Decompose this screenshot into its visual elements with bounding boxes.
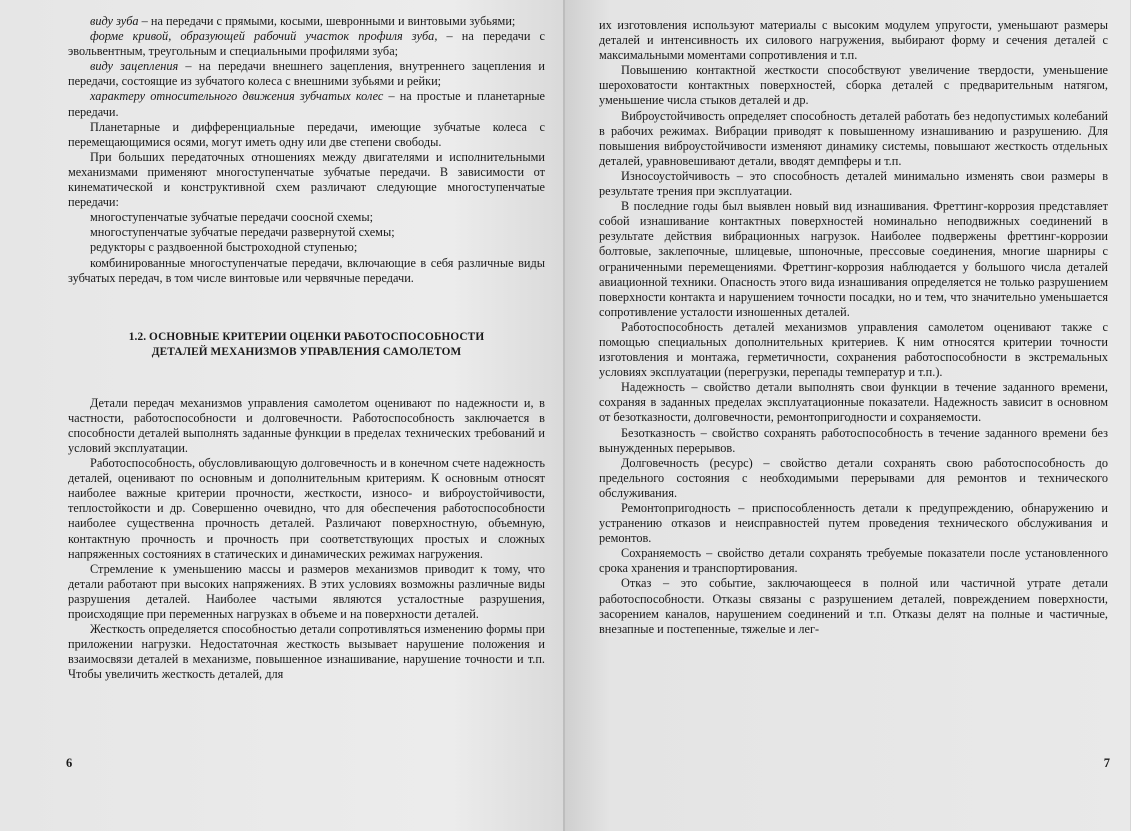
paragraph: Износоустойчивость – это способность деталей минимально изменять свои размеры в результате трения при эксплуатации. [599,168,1108,199]
paragraph: Стремление к уменьшению массы и размеров механизмов приводит к тому, что детали работают при высоких напряжениях. В этих условиях возможны различные виды разрушения деталей. Наиболее частыми являются усталостные разрушения, происходящие при переменных нагрузках в объеме и на поверхности деталей. [68,561,545,621]
right-body [599,18,1108,637]
italic-term: виду зацепления [90,59,179,74]
paragraph: Жесткость определяется способностью детали сопротивляться изменению формы при приложении нагрузки. Недостаточная жесткость вызывает нарушение положения и взаимосвязи деталей в механизме, повышенное изнашивание, нарушение точности и т.п. Чтобы увеличить жесткость деталей, для [68,622,545,682]
page-number-left: 6 [66,756,73,770]
paragraph-text: Планетарные и дифференциальные передачи, имеющие зубчатые колеса с перемещающимися осями, могут иметь одну или две степени свободы. [68,119,545,149]
paragraph [68,14,545,29]
paragraph-text: редукторы с раздвоенной быстроходной ступенью; [90,240,358,255]
paragraph: Надежность – свойство детали выполнять свои функции в течение заданного времени, сохраняя в заданных пределах эксплуатационные показатели. Надежность зависит в основном от безотказности, долговечности, ремонтопригодности и сохраняемости. [599,380,1108,425]
italic-term: виду зуба [90,14,139,28]
paragraph-text: – на передачи внешнего зацепления, внутреннего зацепления и передачи, состоящие из зубчатого колеса с внешними зубьями и рейки; [68,59,545,89]
paragraph [68,59,545,89]
paragraph: их изготовления используют материалы с высоким модулем упругости, уменьшают размеры деталей и интенсивность их силового нагружения, выбирают форму и сечения деталей с максимальными моментами сопротивления и т.п. [599,18,1108,63]
paragraph: Детали передач механизмов управления самолетом оценивают по надежности и, в частности, работоспособности и долговечности. Работоспособность заключается в способности деталей выполнять заданные функции в пределах технических требований и условий эксплуатации. [68,395,545,455]
paragraph-text: – на передачи с эвольвентным, треугольным и специальными профилями зуба; [68,29,545,59]
paragraph-text: комбинированные многоступенчатые передачи, включающие в себя различные виды зубчатых передач, в том числе винтовые или червячные передачи. [68,255,545,285]
paragraph [68,256,545,286]
paragraph [68,150,545,210]
paragraph: Безотказность – свойство сохранять работоспособность в течение заданного времени без вынужденных перерывов. [599,425,1108,455]
paragraph [68,210,545,225]
paragraph [68,225,545,240]
paragraph-text: При больших передаточных отношениях между двигателями и исполнительными механизмами применяют многоступенчатые зубчатые передачи. В зависимости от кинематической и конструктивной схем различают следующие многоступенчатые передачи: [68,149,545,210]
section-heading-line-2: ДЕТАЛЕЙ МЕХАНИЗМОВ УПРАВЛЕНИЯ САМОЛЕТОМ [151,345,462,358]
left-list [68,14,545,286]
paragraph: В последние годы был выявлен новый вид изнашивания. Фреттинг-коррозия представляет собой изнашивание контактных поверхностей номинально неподвижных соединений в результате действия вибрационных нагрузок. Наиболее подвержены фреттинг-коррозии болтовые, заклепочные, шлицевые, шпоночные, прессовые соединения, многие шарниры с ограниченными перемещениями. Фреттинг-коррозия наблюдается у большого числа деталей авиационной техники. Опасность этого вида изнашивания определяется не только разрушением поверхности контакта и нарушением точности посадки, но и тем, что значительно уменьшается сопротивление усталости изношенных деталей. [599,199,1108,319]
paragraph: Долговечность (ресурс) – свойство детали сохранять свою работоспособность до предельного состояния с необходимыми перерывами для ремонтов и технического обслуживания. [599,455,1108,500]
paragraph: Виброустойчивость определяет способность деталей работать без недопустимых колебаний в рабочих режимах. Вибрации приводят к повышенному изнашиванию и разрушению. Для повышения виброустойчивости изменяют динамику системы, повышают жесткость отдельных деталей, уравновешивают детали, вводят демпферы и т.п. [599,108,1108,168]
paragraph [68,29,545,59]
left-body [68,396,545,683]
italic-term: форме кривой, образующей рабочий участок профиля зуба, [90,29,438,44]
left-page [0,0,565,831]
paragraph-text: – на простые и планетарные передачи. [68,89,545,119]
paragraph: Повышению контактной жесткости способствуют увеличение твердости, уменьшение шероховатости контактных поверхностей, сборка деталей с предварительным натягом, уменьшение числа стыков деталей и др. [599,63,1108,108]
section-heading-line-1: 1.2. ОСНОВНЫЕ КРИТЕРИИ ОЦЕНКИ РАБОТОСПОСОБНОСТИ [128,330,485,343]
paragraph: Отказ – это событие, заключающееся в полной или частичной утрате детали работоспособности. Отказы связаны с разрушением деталей, повреждением поверхности, засорением каналов, нарушением соединений и т.п. Отказы делят на полные и частичные, внезапные и постепенные, тяжелые и лег- [599,576,1108,636]
paragraph [68,89,545,119]
paragraph-text: многоступенчатые зубчатые передачи развернутой схемы; [90,225,395,240]
page-number-right: 7 [1103,756,1110,770]
paragraph-text: многоступенчатые зубчатые передачи соосной схемы; [90,210,374,225]
paragraph: Сохраняемость – свойство детали сохранять требуемые показатели после установленного срока хранения и транспортирования. [599,546,1108,576]
italic-term: характеру относительного движения зубчатых колес [90,89,384,104]
paragraph [68,120,545,150]
paragraph: Ремонтопригодность – приспособленность детали к предупреждению, обнаружению и устранению отказов и неисправностей путем проведения технического обслуживания и ремонтов. [599,501,1108,546]
section-heading [68,330,545,360]
paragraph [68,240,545,255]
paragraph: Работоспособность деталей механизмов управления самолетом оценивают также с помощью специальных дополнительных критериев. К ним относятся критерии точности изготовления и монтажа, герметичности, сохранения работоспособности в экстремальных условиях эксплуатации (перегрузки, перепады температур и т.п.). [599,319,1108,380]
paragraph-text: – на передачи с прямыми, косыми, шевронными и винтовыми зубьями; [138,14,516,28]
right-page [565,0,1130,831]
paragraph: Работоспособность, обусловливающую долговечность и в конечном счете надежность деталей, оценивают по основным и дополнительным критериям. К основным относят наиболее важные критерии прочности, жесткости, износо- и виброустойчивости, теплостойкости и др. Совершенно очевидно, что для обеспечения работоспособности наиболее существенна прочность деталей. Различают поверхностную, объемную, контактную прочность и прочность при соответствующих простых и сложных напряженных состояниях в статических и динамических режимах нагружения. [68,456,545,561]
